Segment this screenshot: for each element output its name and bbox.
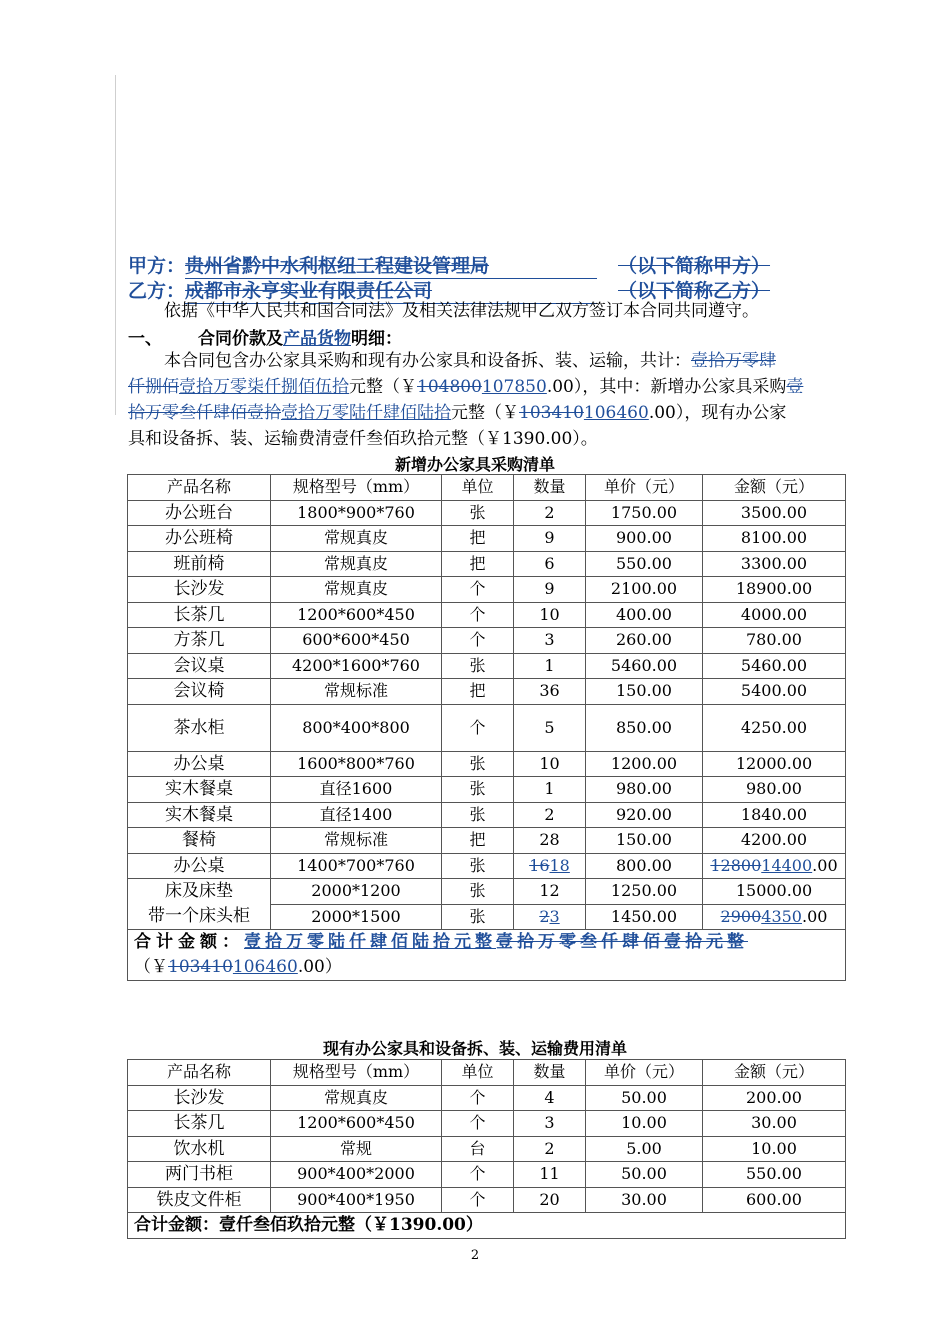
table-cell: 10.00: [586, 1111, 703, 1137]
table-row: [128, 704, 846, 751]
table-cell: 5: [514, 704, 586, 751]
nightstand-label: 带一个床头柜: [148, 906, 250, 926]
table-cell: 30.00: [586, 1187, 703, 1213]
deleted-number: 103410: [519, 403, 584, 423]
table-cell: 150.00: [586, 828, 703, 854]
col-header: 单位: [442, 1060, 514, 1086]
table-cell: 260.00: [586, 628, 703, 654]
total-row: [128, 1213, 846, 1239]
table-cell: 个: [442, 577, 514, 603]
table-cell: 铁皮文件柜: [128, 1187, 271, 1213]
amount-tail: .00: [801, 906, 828, 926]
table-cell: 150.00: [586, 679, 703, 705]
table-cell: [703, 904, 846, 930]
table-cell: 5400.00: [703, 679, 846, 705]
table-header-row: [128, 475, 846, 501]
col-header: 金额（元）: [703, 1060, 846, 1086]
section-number: 一、: [128, 329, 162, 349]
table-cell: 1750.00: [586, 500, 703, 526]
table-row: [128, 802, 846, 828]
table-cell: 2100.00: [586, 577, 703, 603]
table-cell: 550.00: [703, 1162, 846, 1188]
table-cell: 常规真皮: [271, 526, 442, 552]
inserted-number: 4350: [761, 906, 802, 926]
table-cell: 1600*800*760: [271, 751, 442, 777]
table-cell: 实木餐桌: [128, 777, 271, 803]
table-row: [128, 577, 846, 603]
table-cell: 张: [442, 853, 514, 879]
table-cell: 4: [514, 1085, 586, 1111]
table-cell: 长沙发: [128, 577, 271, 603]
table-row: [128, 551, 846, 577]
table-cell: 800*400*800: [271, 704, 442, 751]
table-cell: 常规标准: [271, 679, 442, 705]
inserted-number: 3: [549, 906, 560, 926]
table-cell: 4250.00: [703, 704, 846, 751]
table-cell: 2: [514, 1136, 586, 1162]
deleted-text: 仟捌佰: [128, 377, 179, 397]
col-header: 单价（元）: [586, 475, 703, 501]
table-row: [128, 853, 846, 879]
table-cell: 长茶几: [128, 602, 271, 628]
table-row: [128, 1111, 846, 1137]
table-cell: 张: [442, 904, 514, 930]
table-cell: 50.00: [586, 1162, 703, 1188]
deleted-number: 2900: [720, 906, 762, 926]
table-cell: 两门书柜: [128, 1162, 271, 1188]
table-cell: 个: [442, 1085, 514, 1111]
table-cell: 850.00: [586, 704, 703, 751]
table-cell: 饮水机: [128, 1136, 271, 1162]
table-row: [128, 500, 846, 526]
table-cell: 3300.00: [703, 551, 846, 577]
relocation-table: [127, 1059, 846, 1239]
table-cell-merged: [128, 879, 271, 930]
table-cell: 10: [514, 602, 586, 628]
table-cell: 台: [442, 1136, 514, 1162]
col-header: 单位: [442, 475, 514, 501]
table-row: [128, 653, 846, 679]
table-cell: 常规真皮: [271, 1085, 442, 1111]
table-cell: 个: [442, 1187, 514, 1213]
table-cell: 长茶几: [128, 1111, 271, 1137]
deleted-number: 16: [529, 855, 550, 875]
table-cell: 3500.00: [703, 500, 846, 526]
table-cell: 18900.00: [703, 577, 846, 603]
table-cell: 1400*700*760: [271, 853, 442, 879]
table-row: [128, 602, 846, 628]
table-cell: 办公桌: [128, 853, 271, 879]
table-cell: 12000.00: [703, 751, 846, 777]
table-cell: 常规真皮: [271, 551, 442, 577]
table-cell: 980.00: [586, 777, 703, 803]
table-header-row: [128, 1060, 846, 1086]
deleted-number: 2: [539, 906, 550, 926]
inserted-number: 18: [549, 855, 570, 875]
table-cell: 张: [442, 777, 514, 803]
table-cell: 长沙发: [128, 1085, 271, 1111]
table-cell: 4000.00: [703, 602, 846, 628]
party-a-line: [128, 251, 771, 279]
table-cell: [703, 853, 846, 879]
section-title-part2: 明细：: [351, 329, 402, 349]
table-cell: 900*400*1950: [271, 1187, 442, 1213]
inserted-number: 107850: [481, 377, 547, 397]
col-header: 产品名称: [128, 1060, 271, 1086]
amount-tail: .00: [812, 855, 838, 875]
table-cell: 把: [442, 526, 514, 552]
table-cell: 1200*600*450: [271, 602, 442, 628]
table-cell: 张: [442, 802, 514, 828]
table-cell: 方茶几: [128, 628, 271, 654]
table-cell: 2000*1500: [271, 904, 442, 930]
total-cell: [128, 930, 846, 981]
total-label: 合计金额：: [134, 932, 244, 952]
table-cell: 张: [442, 500, 514, 526]
table-cell: 4200*1600*760: [271, 653, 442, 679]
table-row: [128, 1085, 846, 1111]
table-cell: 把: [442, 828, 514, 854]
table-cell: 28: [514, 828, 586, 854]
body-line-4: 具和设备拆、装、运输费清壹仟叁佰玖拾元整（￥1390.00）。: [128, 429, 598, 449]
total-suffix: .00）: [297, 957, 342, 977]
table-cell: 600*600*450: [271, 628, 442, 654]
bed-label: 床及床垫: [165, 881, 233, 901]
table-cell: 班前椅: [128, 551, 271, 577]
table-cell: [514, 853, 586, 879]
table-cell: 1200.00: [586, 751, 703, 777]
deleted-number: 104800: [417, 377, 482, 397]
table-cell: 6: [514, 551, 586, 577]
table-cell: 张: [442, 879, 514, 905]
col-header: 数量: [514, 475, 586, 501]
table-cell: 12: [514, 879, 586, 905]
body-text: 元整（￥: [349, 377, 417, 397]
total-prefix: （￥: [134, 957, 168, 977]
table-cell: 个: [442, 602, 514, 628]
table1-title: 新增办公家具采购清单: [394, 455, 555, 474]
table-cell: 5460.00: [586, 653, 703, 679]
total-cell: 合计金额：壹仟叁佰玖拾元整（￥1390.00）: [128, 1213, 846, 1239]
table-cell: 2: [514, 802, 586, 828]
table-cell: 1450.00: [586, 904, 703, 930]
table-cell: 600.00: [703, 1187, 846, 1213]
inserted-text: 壹拾万零柒仟捌佰伍拾: [179, 377, 349, 397]
party-a-suffix: （以下简称甲方）: [618, 255, 771, 277]
section-title-inserted: 产品货物: [283, 329, 351, 349]
table-cell: 张: [442, 653, 514, 679]
inserted-number: 106460: [232, 957, 298, 977]
party-b-suffix: （以下简称乙方）: [618, 280, 771, 302]
table-cell: 1800*900*760: [271, 500, 442, 526]
table-cell: 个: [442, 628, 514, 654]
deleted-text: 拾万零叁仟肆佰壹拾: [128, 403, 281, 423]
col-header: 规格型号（mm）: [271, 1060, 442, 1086]
total-row: [128, 930, 846, 981]
deleted-number: 12800: [710, 855, 762, 875]
inserted-text: 壹拾万零陆仟肆佰陆拾: [281, 403, 451, 423]
table-cell: 个: [442, 1111, 514, 1137]
table-cell: 8100.00: [703, 526, 846, 552]
table-cell: 把: [442, 679, 514, 705]
table-cell: 1200*600*450: [271, 1111, 442, 1137]
body-line-3: [128, 400, 786, 426]
body-text: .00），其中：新增办公家具采购: [546, 377, 787, 397]
table-cell: 把: [442, 551, 514, 577]
table-cell: 3: [514, 628, 586, 654]
inserted-number: 14400: [761, 855, 813, 875]
deleted-text: 壹拾万零肆: [691, 351, 776, 371]
table-cell: 1: [514, 653, 586, 679]
body-line-2: [128, 374, 803, 400]
table-row: [128, 751, 846, 777]
table-cell: 920.00: [586, 802, 703, 828]
inserted-number: 106460: [583, 403, 649, 423]
table-cell: 550.00: [586, 551, 703, 577]
table-row: [128, 879, 846, 905]
table-cell: 980.00: [703, 777, 846, 803]
table-cell: 直径1400: [271, 802, 442, 828]
table-cell: 9: [514, 526, 586, 552]
table-cell: 1250.00: [586, 879, 703, 905]
body-text: .00），现有办公家: [648, 403, 787, 423]
section-title-part1: 合同价款及: [198, 329, 283, 349]
col-header: 规格型号（mm）: [271, 475, 442, 501]
table-cell: 20: [514, 1187, 586, 1213]
col-header: 数量: [514, 1060, 586, 1086]
table-cell: 3: [514, 1111, 586, 1137]
col-header: 单价（元）: [586, 1060, 703, 1086]
table-cell: 个: [442, 1162, 514, 1188]
table-cell: 茶水柜: [128, 704, 271, 751]
inserted-text: 壹拾万零陆仟肆佰陆拾元整: [244, 932, 496, 952]
party-b-prefix: 乙方：: [128, 280, 186, 302]
col-header: 金额（元）: [703, 475, 846, 501]
purchase-table: [127, 474, 846, 981]
section-heading: [128, 324, 402, 349]
table-cell: 15000.00: [703, 879, 846, 905]
table-cell: 个: [442, 704, 514, 751]
table-row: [128, 1136, 846, 1162]
table-cell: 5460.00: [703, 653, 846, 679]
table-cell: 张: [442, 751, 514, 777]
table-cell: [514, 904, 586, 930]
table-cell: 11: [514, 1162, 586, 1188]
table-cell: 50.00: [586, 1085, 703, 1111]
table-cell: 5.00: [586, 1136, 703, 1162]
table-cell: 800.00: [586, 853, 703, 879]
table-row: [128, 1187, 846, 1213]
deleted-text: 壹: [786, 377, 804, 397]
table-cell: 36: [514, 679, 586, 705]
table-row: [128, 526, 846, 552]
table-cell: 办公班台: [128, 500, 271, 526]
table-cell: 9: [514, 577, 586, 603]
table-cell: 10: [514, 751, 586, 777]
table-cell: 1840.00: [703, 802, 846, 828]
body-line-1: [164, 348, 776, 374]
col-header: 产品名称: [128, 475, 271, 501]
deleted-text: 壹拾万零叁仟肆佰壹拾元整: [496, 932, 748, 952]
intro-paragraph: 依据《中华人民共和国合同法》及相关法律法规甲乙双方签订本合同共同遵守。: [164, 301, 759, 321]
table-cell: 10.00: [703, 1136, 846, 1162]
table-cell: 办公桌: [128, 751, 271, 777]
party-a-name: 贵州省黔中水利枢纽工程建设管理局: [185, 255, 490, 277]
margin-line: [115, 75, 116, 415]
table-cell: 直径1600: [271, 777, 442, 803]
table-row: [128, 628, 846, 654]
table-row: [128, 1162, 846, 1188]
table-row: [128, 828, 846, 854]
table-cell: 会议桌: [128, 653, 271, 679]
table2-title: 现有办公家具和设备拆、装、运输费用清单: [322, 1039, 627, 1058]
table-cell: 常规: [271, 1136, 442, 1162]
table-cell: 2: [514, 500, 586, 526]
table-cell: 实木餐桌: [128, 802, 271, 828]
table-row: [128, 777, 846, 803]
table-cell: 900.00: [586, 526, 703, 552]
table-cell: 30.00: [703, 1111, 846, 1137]
table-cell: 办公班椅: [128, 526, 271, 552]
table-cell: 4200.00: [703, 828, 846, 854]
table-cell: 2000*1200: [271, 879, 442, 905]
page-number: 2: [470, 1248, 480, 1263]
party-a-prefix: 甲方：: [128, 255, 186, 277]
table-cell: 餐椅: [128, 828, 271, 854]
table-cell: 900*400*2000: [271, 1162, 442, 1188]
table-cell: 常规真皮: [271, 577, 442, 603]
table-cell: 200.00: [703, 1085, 846, 1111]
deleted-number: 103410: [168, 957, 233, 977]
body-text: 元整（￥: [451, 403, 519, 423]
table-cell: 400.00: [586, 602, 703, 628]
table-cell: 1: [514, 777, 586, 803]
party-b-name: 成都市永亨实业有限责任公司: [185, 280, 433, 302]
table-row: [128, 679, 846, 705]
table-cell: 会议椅: [128, 679, 271, 705]
table-cell: 常规标准: [271, 828, 442, 854]
table-cell: 780.00: [703, 628, 846, 654]
body-text: 本合同包含办公家具采购和现有办公家具和设备拆、装、运输，共计：: [164, 351, 691, 371]
